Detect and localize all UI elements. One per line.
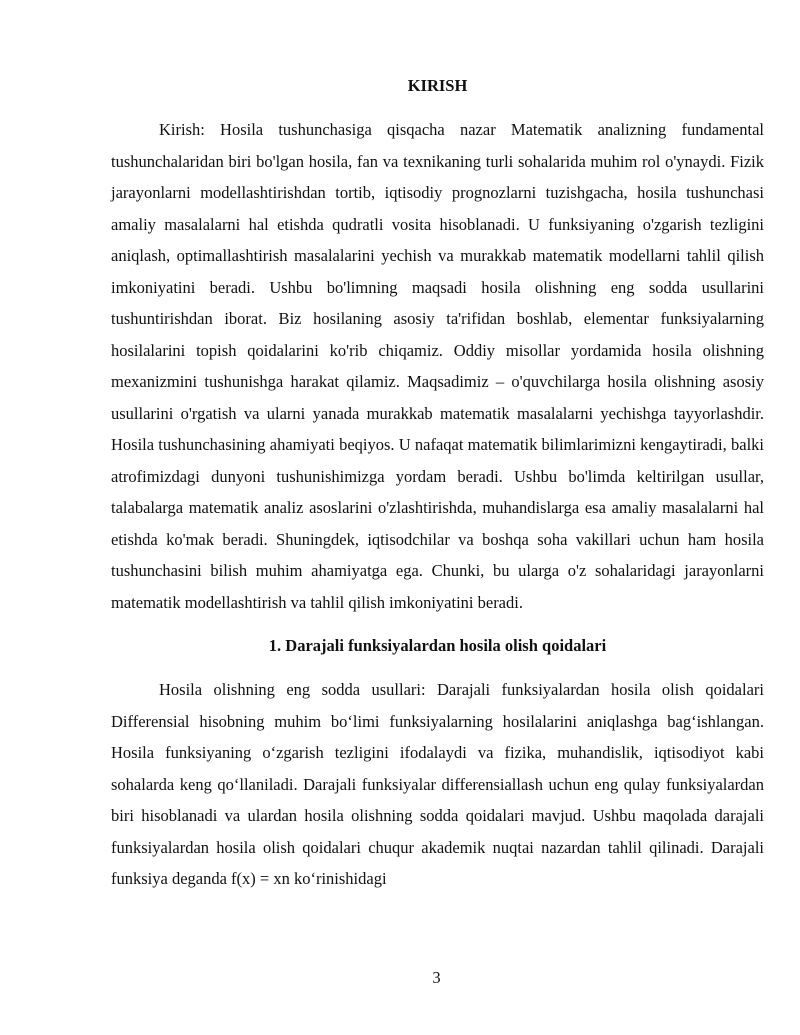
section-heading: 1. Darajali funksiyalardan hosila olish qoidalari	[268, 636, 607, 655]
section-paragraph: Hosila olishning eng sodda usullari: Darajali funksiyalardan hosila olish qoidalari Differensial hisobning muhim bo‘limi funksiyalarning hosilalarini aniqlashga bag‘ishlangan. Hosila funksiyaning o‘zgarish tezligini ifodalaydi va fizika, muhandislik, iqtisodiyot kabi sohalarda keng qo‘llaniladi. Darajali funksiyalar differensiallash uchun eng qulay funksiyalardan biri hisoblanadi va ulardan hosila olishning sodda qoidalari mavjud. Ushbu maqolada darajali funksiyalardan hosila olish qoidalari chuqur akademik nuqtai nazardan tahlil qilinadi. Darajali funksiya deganda f(x) = xn ko‘rinishidagi	[111, 680, 764, 888]
intro-paragraph: Kirish: Hosila tushunchasiga qisqacha nazar Matematik analizning fundamental tushunchalaridan biri bo'lgan hosila, fan va texnikaning turli sohalarida muhim rol o'ynaydi. Fizik jarayonlarni modellashtirishdan tortib, iqtisodiy prognozlarni tuzishgacha, hosila tushunchasi amaliy masalalarni hal etishda qudratli vosita hisoblanadi. U funksiyaning o'zgarish tezligini aniqlash, optimallashtirish masalalarini yechish va murakkab matematik modellarni tahlil qilish imkoniyatini beradi. Ushbu bo'limning maqsadi hosila olishning eng sodda usullarini tushuntirishdan iborat. Biz hosilaning asosiy ta'rifidan boshlab, elementar funksiyalarning hosilalarini topish qoidalarini ko'rib chiqamiz. Oddiy misollar yordamida hosila olishning mexanizmini tushunishga harakat qilamiz. Maqsadimiz – o'quvchilarga hosila olishning asosiy usullarini o'rgatish va ularni yanada murakkab matematik masalalarni yechishga tayyorlashdir. Hosila tushunchasining ahamiyati beqiyos. U nafaqat matematik bilimlarimizni kengaytiradi, balki atrofimizdagi dunyoni tushunishimizga yordam beradi. Ushbu bo'limda keltirilgan usullar, talabalarga matematik analiz asoslarini o'zlashtirishda, muhandislarga esa amaliy masalalarni hal etishda ko'mak beradi. Shuningdek, iqtisodchilar va boshqa soha vakillari uchun ham hosila tushunchasini bilish muhim ahamiyatga ega. Chunki, bu ularga o'z sohalaridagi jarayonlarni matematik modellashtirish va tahlil qilish imkoniyatini beradi.	[111, 120, 764, 612]
intro-heading: KIRISH	[407, 76, 468, 95]
page-number: 3	[432, 968, 441, 987]
